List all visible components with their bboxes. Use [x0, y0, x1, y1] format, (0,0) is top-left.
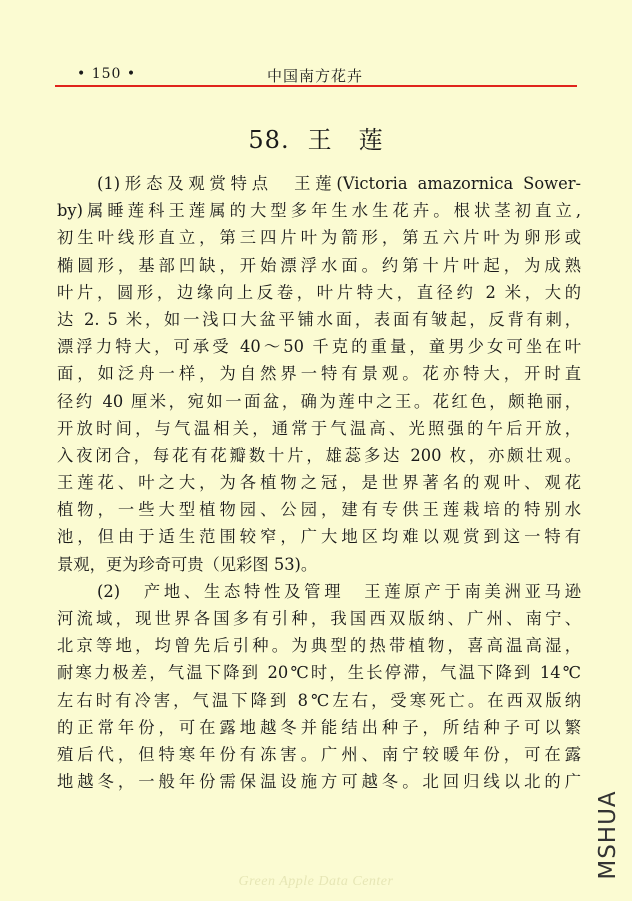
text-line: 椭圆形，基部凹缺，开始漂浮水面。约第十片叶起，为成熟 — [57, 255, 581, 275]
page-header — [55, 62, 575, 86]
watermark: Green Apple Data Center — [238, 874, 394, 889]
text-line: 耐寒力极差，气温下降到 20℃时，生长停滞，气温下降到 14℃ — [57, 663, 581, 683]
text-line: 达 2. 5 米，如一浅口大盆平铺水面，表面有皱起，反背有刺， — [57, 309, 581, 329]
text-line: 池，但由于适生范围较窄，广大地区均难以观赏到这一特有 — [57, 527, 581, 547]
side-mark-text: MSHUA — [595, 790, 621, 880]
text-line: 径约 40 厘米，宛如一面盆，确为莲中之王。花红色，颇艳丽， — [57, 391, 581, 411]
text-line: by)属睡莲科王莲属的大型多年生水生花卉。根状茎初直立, — [57, 201, 581, 221]
running-title: 中国南方花卉 — [266, 67, 363, 85]
side-mark — [590, 785, 626, 885]
header-rule — [55, 85, 577, 87]
text-line: 景观，更为珍奇可贵（见彩图 53)。 — [57, 554, 318, 574]
text-line: 河流域，现世界各国多有引种，我国西双版纳、广州、南宁、 — [57, 609, 581, 628]
text-line: 漂浮力特大，可承受 40～50 千克的重量，童男少女可坐在叶 — [57, 337, 581, 357]
text-line: 面，如泛舟一样，为自然界一特有景观。花亦特大，开时直 — [57, 364, 581, 384]
page-number: • 150 • — [77, 66, 137, 82]
text-line: 北京等地，均曾先后引种。为典型的热带植物，喜高温高湿， — [57, 636, 581, 656]
text-line: 殖后代，但特寒年份有冻害。广州、南宁较暖年份，可在露 — [57, 744, 581, 764]
text-line: 初生叶线形直立，第三四片叶为箭形，第五六片叶为卵形或 — [57, 228, 581, 248]
text-line: 开放时间，与气温相关，通常于气温高、光照强的午后开放， — [57, 418, 581, 438]
chapter-title-char-1: 王 — [307, 126, 333, 154]
text-line: 植物，一些大型植物园、公园，建有专供王莲栽培的特别水 — [57, 500, 581, 520]
text-line: 的正常年份，可在露地越冬并能结出种子，所结种子可以繁 — [57, 717, 581, 737]
text-line: 入夜闭合，每花有花瓣数十片，雄蕊多达 200 枚，亦颇壮观。 — [57, 445, 581, 465]
text-line: 叶片，圆形，边缘向上反卷，叶片特大，直径约 2 米，大的 — [57, 282, 581, 302]
text-line: 王莲花、叶之大，为各植物之冠，是世界著名的观叶、观花 — [57, 473, 581, 493]
text-line: 地越冬，一般年份需保温设施方可越冬。北回归线以北的广 — [57, 772, 581, 792]
chapter-number: 58. — [248, 126, 290, 154]
text-line: (2) 产地、生态特性及管理 王莲原产于南美洲亚马逊 — [97, 581, 581, 601]
chapter-title — [0, 120, 632, 155]
text-line: 左右时有冷害，气温下降到 8℃左右，受寒死亡。在西双版纳 — [57, 690, 581, 710]
chapter-title-char-2: 莲 — [358, 126, 384, 154]
body-text — [57, 170, 581, 795]
text-line: (1)形态及观赏特点 王莲(Victoria amazornica Sower- — [97, 174, 581, 193]
